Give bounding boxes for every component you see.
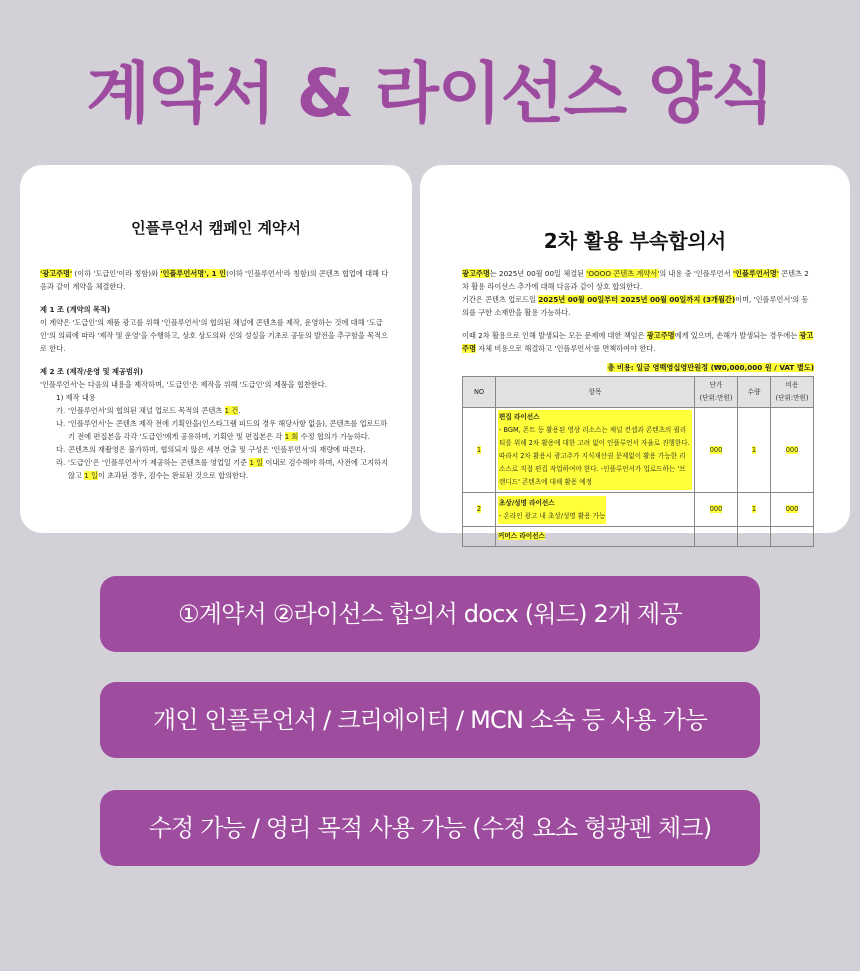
license-preview-card (420, 165, 850, 540)
article-1-title: 제 1 조 (계약의 목적) (40, 305, 111, 314)
list-item: 가. '인플루언서'의 협의된 채널 업로드 목적의 콘텐츠 1 건. (56, 406, 241, 415)
feature-pill-formats: ①계약서 ②라이선스 합의서 docx (워드) 2개 제공 (100, 576, 760, 652)
contract-intro: '광고주명' (이하 '도급인'이라 칭함)와 '인플루언서명', 1 인(이하 '인플루언서'라 칭함)의 콘텐츠 협업에 대해 다음과 같이 계약을 체결한다. (40, 269, 389, 291)
license-title: 2차 활용 부속합의서 (543, 229, 727, 253)
contract-preview-card (20, 165, 412, 533)
article-2-title: 제 2 조 (제작/운영 및 제공범위) (40, 367, 144, 376)
license-para-3: 이때 2차 활용으로 인해 발생되는 모든 문제에 대한 책임은 광고주명에게 있으며, 손해가 발생되는 경우에는 광고주명 자체 비용으로 해결하고 '인플루언서'를 면책하여야 한다. (462, 331, 814, 353)
col-header: 항목 (496, 377, 695, 408)
list-item: 라. '도급인'은 '인플루언서'가 제공하는 콘텐츠를 영업일 기준 1 일 이내로 검수해야 하며, 사전에 고지하지 않고 1 일이 초과된 경우, 검수는 완료된 것으로 합의한다. (56, 458, 388, 480)
table-row: 2 초상/성명 라이선스 - 온라인 광고 내 초상/성명 활용 가능 000 1 000 (463, 493, 814, 527)
license-table (462, 376, 814, 547)
sub-title: 1) 제작 내용 (56, 393, 96, 402)
license-para-1: 광고주명는 2025년 00월 00일 체결된 'OOOO 콘텐츠 계약서'의 내용 중 '인플루언서 '인플루언서명' 콘텐츠 2차 활용 라이선스 추가에 대해 다음과 같이 상호 합의한다. (462, 269, 809, 291)
col-header: 수량 (738, 377, 771, 408)
list-item: 다. 콘텐츠의 재촬영은 불가하며, 협의되지 않은 세부 연출 및 구성은 '인플루언서'의 재량에 따른다. (56, 445, 366, 454)
list-item: 나. '인플루언서'는 콘텐츠 제작 전에 기획안을(인스타그램 피드의 경우 해당사항 없음), 콘텐츠를 업로드하기 전에 편집본을 각각 '도급인'에게 공유하며, 기획안 및 편집본은 각 1 회 수정 협의가 가능하다. (56, 419, 388, 441)
table-row: 커머스 라이선스 (463, 527, 814, 547)
contract-body (40, 267, 394, 482)
license-body (462, 267, 814, 547)
total-cost: 총 비용: 일금 영백영십영만원정 (₩0,000,000 원 / VAT 별도) (607, 363, 814, 372)
col-header: 단가 (단위:만원) (695, 377, 738, 408)
article-1-body: 이 계약은 '도급인'의 제품 광고를 위해 '인플루언서'의 협의된 채널에 콘텐츠를 제작, 운영하는 것에 대해 '도급인'의 의뢰에 따라 '제작 및 운영'을 수행하고, 상호 상도의와 신의 성실을 기초로 공동의 발전을 추구함을 목적으로 한다. (40, 318, 388, 353)
contract-title: 인플루언서 캠페인 계약서 (131, 219, 301, 237)
page-title: 계약서 & 라이선스 양식 (86, 55, 774, 132)
license-para-2: 기간은 콘텐츠 업로드일 2025년 00월 00일부터 2025년 00월 00일까지 (3개월간)이며, '인플루언서'의 동의를 구한 소재만을 활용 가능하다. (462, 295, 809, 317)
feature-pill-editable: 수정 가능 / 영리 목적 사용 가능 (수정 요소 형광펜 체크) (100, 790, 760, 866)
col-header: 비용 (단위:만원) (771, 377, 814, 408)
col-header: NO (463, 377, 496, 408)
article-2-body: '인플루언서'는 다음의 내용을 제작하며, '도급인'은 제작을 위해 '도급인'의 제품을 협찬한다. (40, 380, 327, 389)
table-row: 1 편집 라이선스 - BGM, 폰트 등 활용된 영상 리소스는 채널 컨셉과 콘텐츠의 퀄리티를 위해 2차 활용에 대한 고려 없이 인플루언서 자율로 진행한다. 따라서 2차 활용시 광고주가 지식재산권 문제없이 활용 가능한 리소스로 직접 편집 작업하여야 한다. -인플루언서가 업로드하는 '브랜디드' 콘텐츠에 대해 활용 예정 000 1 000 (463, 408, 814, 493)
feature-pill-users: 개인 인플루언서 / 크리에이터 / MCN 소속 등 사용 가능 (100, 682, 760, 758)
